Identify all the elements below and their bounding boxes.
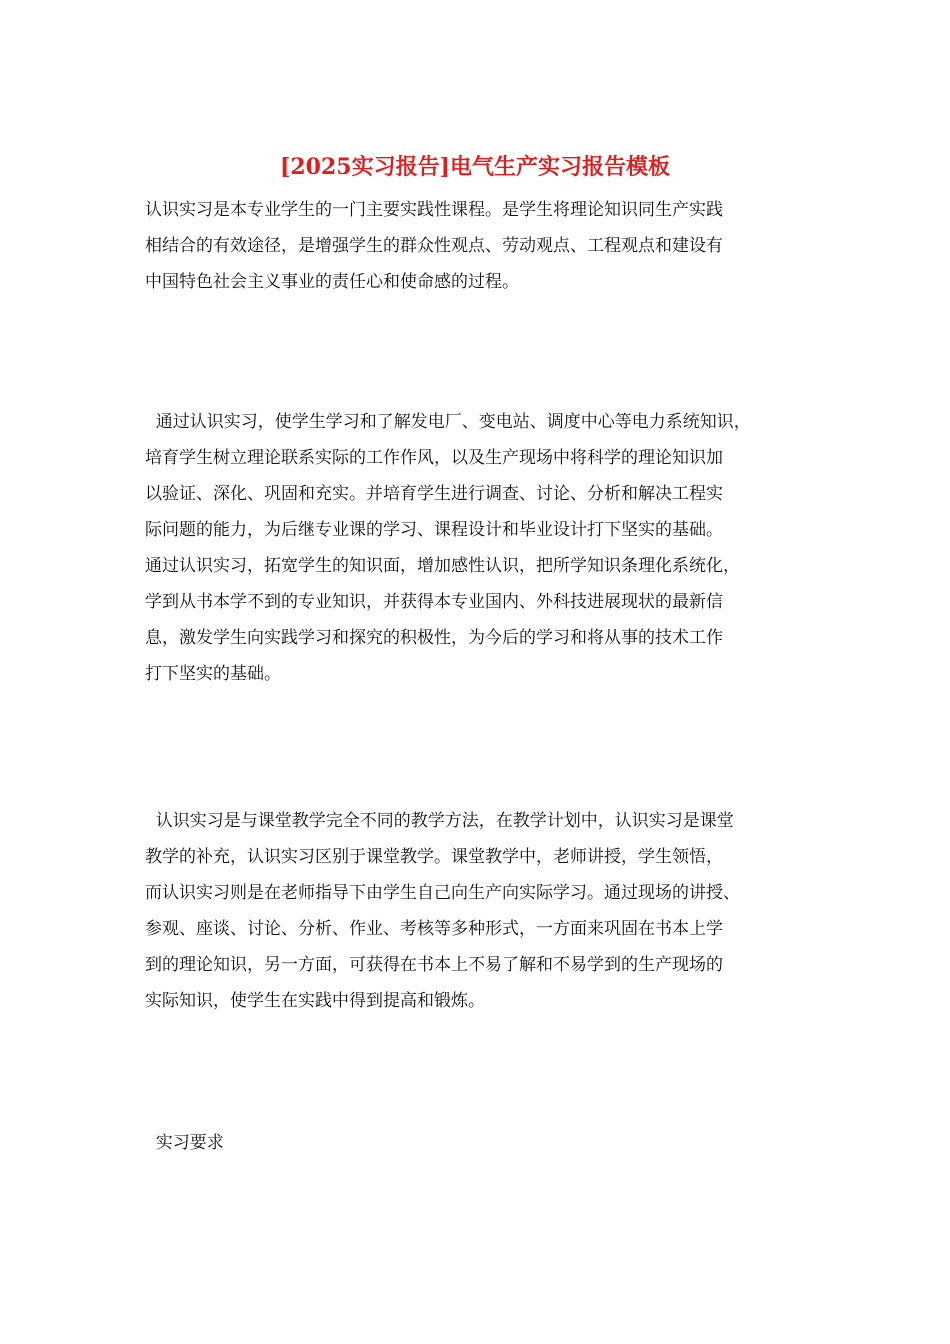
paragraph-2-line-7: 息，激发学生向实践学习和探究的积极性，为今后的学习和将从事的技术工作 bbox=[145, 628, 723, 648]
paragraph-1-line-3: 中国特色社会主义事业的责任心和使命感的过程。 bbox=[145, 272, 519, 292]
paragraph-2-line-8: 打下坚实的基础。 bbox=[145, 664, 281, 684]
paragraph-2-line-3: 以验证、深化、巩固和充实。并培育学生进行调查、讨论、分析和解决工程实 bbox=[145, 484, 723, 504]
section-heading-requirements: 实习要求 bbox=[145, 1133, 224, 1153]
paragraph-2-line-6: 学到从书本学不到的专业知识，并获得本专业国内、外科技进展现状的最新信 bbox=[145, 592, 723, 612]
paragraph-3-line-5: 到的理论知识，另一方面，可获得在书本上不易了解和不易学到的生产现场的 bbox=[145, 955, 723, 975]
paragraph-1-line-1: 认识实习是本专业学生的一门主要实践性课程。是学生将理论知识同生产实践 bbox=[145, 200, 723, 220]
paragraph-3-line-2: 教学的补充，认识实习区别于课堂教学。课堂教学中，老师讲授，学生领悟， bbox=[145, 847, 723, 867]
paragraph-2-line-1: 通过认识实习，使学生学习和了解发电厂、变电站、调度中心等电力系统知识， bbox=[145, 412, 751, 432]
paragraph-3-line-6: 实际知识，使学生在实践中得到提高和锻炼。 bbox=[145, 991, 485, 1011]
paragraph-3-line-3: 而认识实习则是在老师指导下由学生自己向生产向实际学习。通过现场的讲授、 bbox=[145, 883, 740, 903]
paragraph-2-line-2: 培育学生树立理论联系实际的工作作风，以及生产现场中将科学的理论知识加 bbox=[145, 448, 723, 468]
paragraph-3-line-1: 认识实习是与课堂教学完全不同的教学方法，在教学计划中，认识实习是课堂 bbox=[145, 811, 734, 831]
paragraph-2-line-5: 通过认识实习，拓宽学生的知识面，增加感性认识，把所学知识条理化系统化， bbox=[145, 556, 740, 576]
paragraph-3-line-4: 参观、座谈、讨论、分析、作业、考核等多种形式，一方面来巩固在书本上学 bbox=[145, 919, 723, 939]
paragraph-1-line-2: 相结合的有效途径，是增强学生的群众性观点、劳动观点、工程观点和建设有 bbox=[145, 236, 723, 256]
document-title: [2025实习报告]电气生产实习报告模板 bbox=[279, 154, 671, 180]
paragraph-2-line-4: 际问题的能力，为后继专业课的学习、课程设计和毕业设计打下坚实的基础。 bbox=[145, 520, 723, 540]
